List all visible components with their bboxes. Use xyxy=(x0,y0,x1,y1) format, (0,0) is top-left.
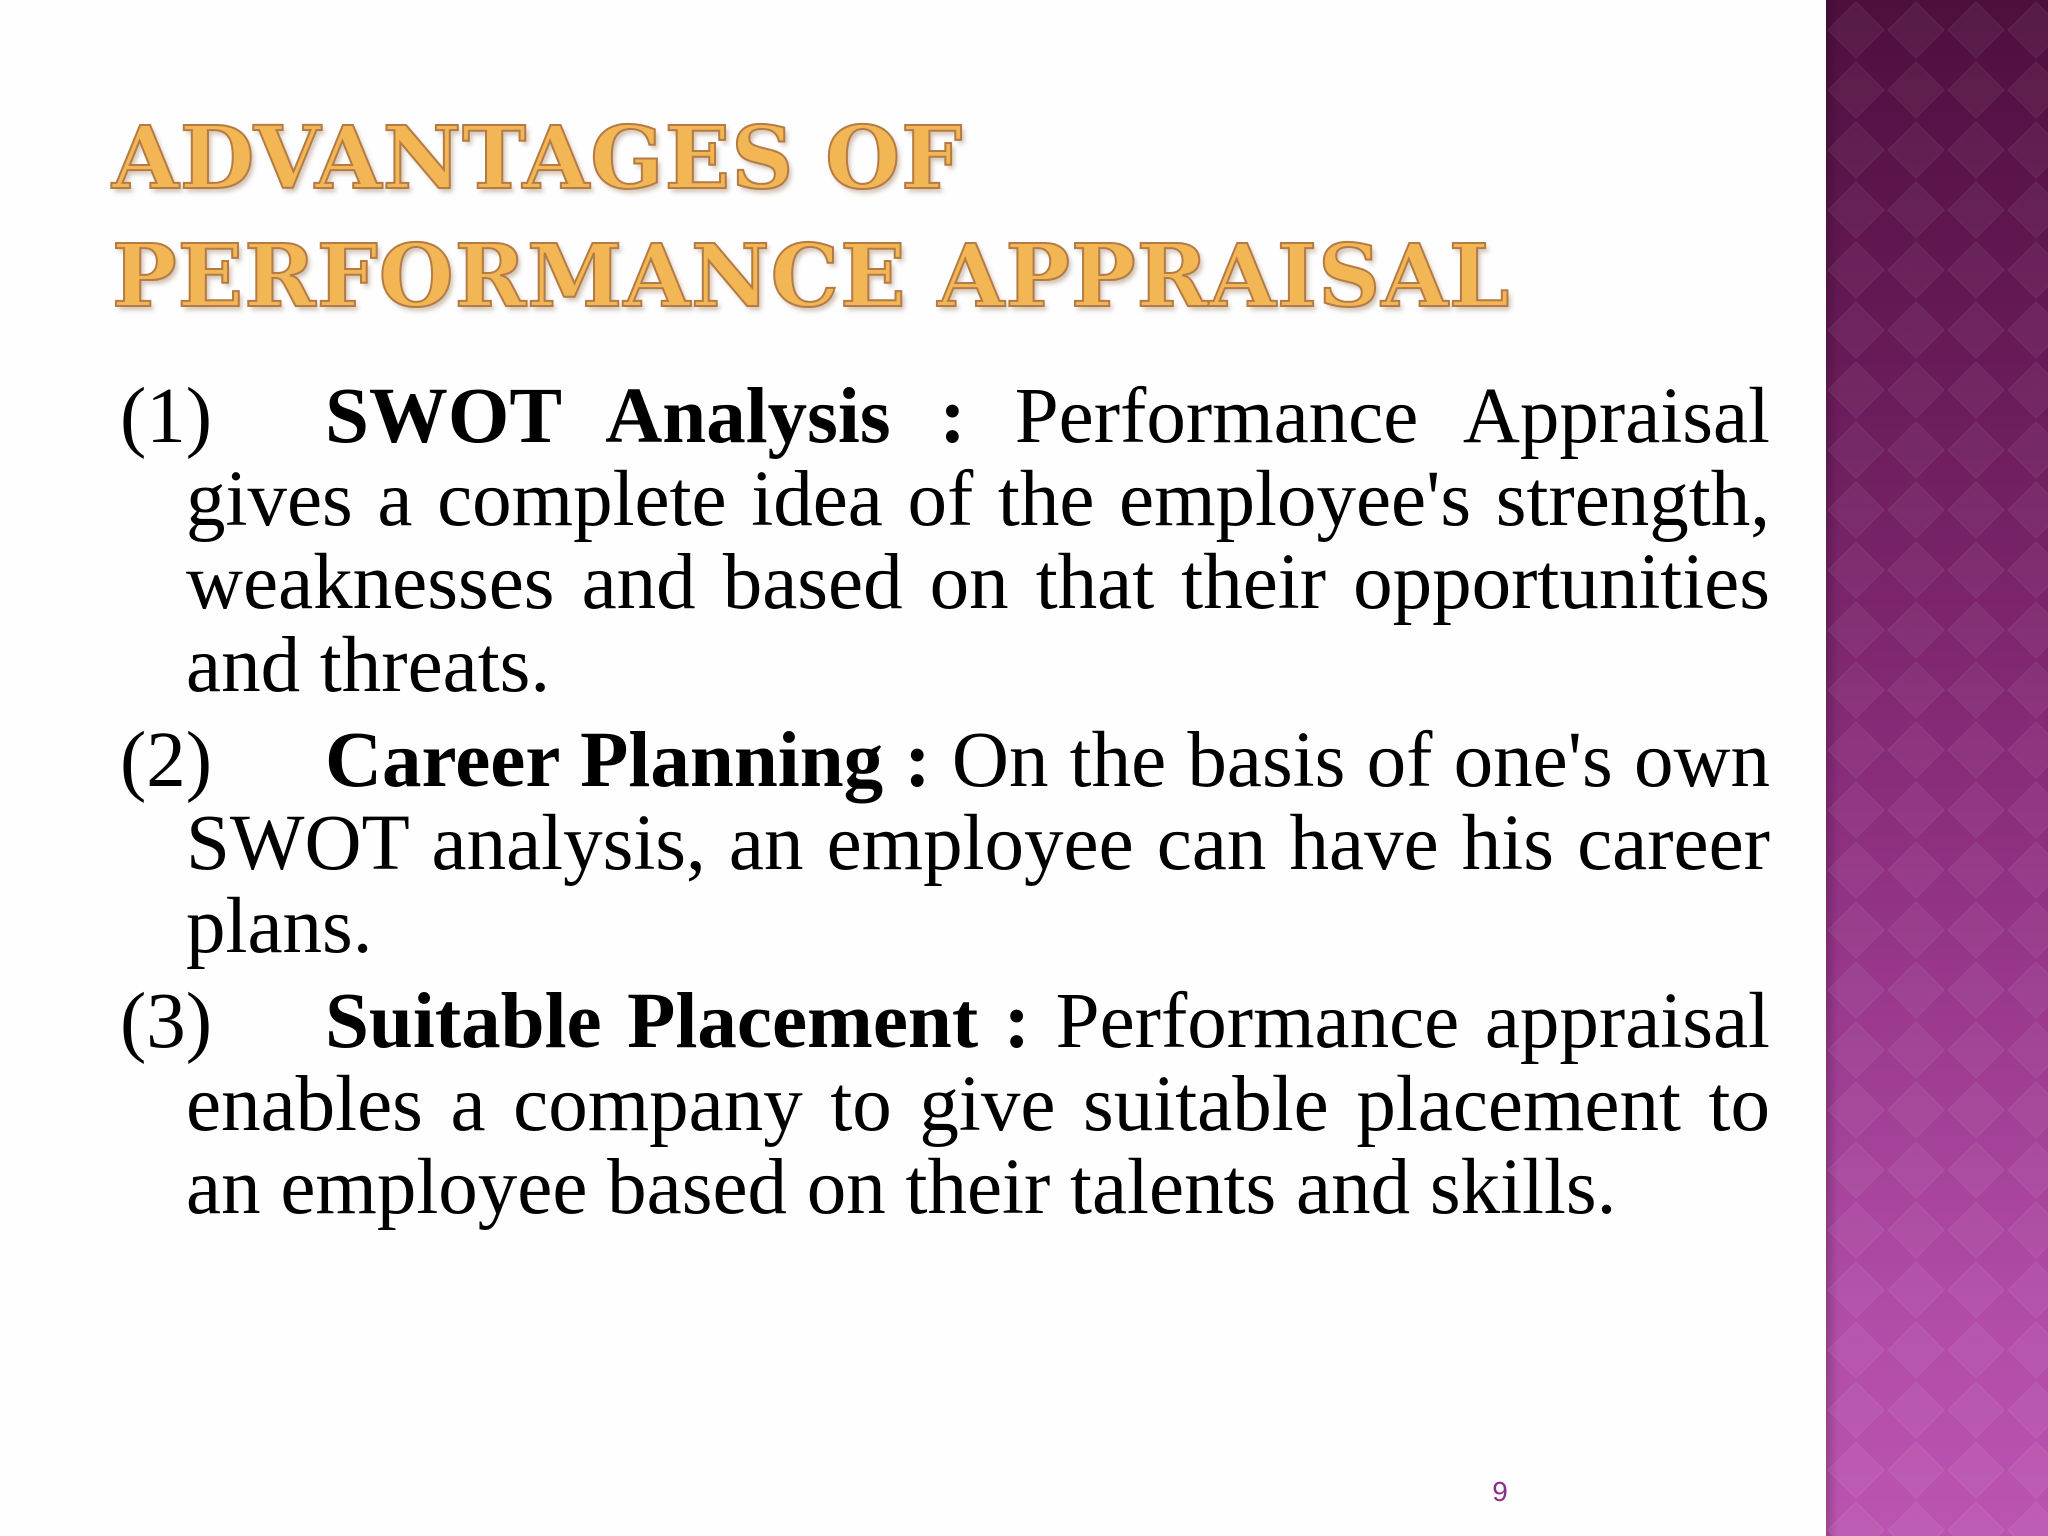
item-term: Suitable Placement : xyxy=(325,978,1031,1065)
item-term: SWOT Analysis : xyxy=(325,373,966,460)
item-number: (3) xyxy=(120,978,213,1065)
item-term: Career Planning : xyxy=(325,717,931,804)
title-line-1: ADVANTAGES OF xyxy=(112,108,964,209)
item-text: Performance Appraisal gives a complete idea of the employee's strength, weaknesses and based on that their opportunities and threats. xyxy=(186,373,1770,709)
title-line-2: PERFORMANCE APPRAISAL xyxy=(112,226,1511,327)
page-number: 9 xyxy=(1492,1476,1508,1507)
advantage-item-suitable-placement xyxy=(120,980,1770,1229)
item-text: On the basis of one's own SWOT analysis, an employee can have his career plans. xyxy=(186,717,1770,970)
diamond-pattern-decoration xyxy=(1826,0,2048,1536)
advantage-item-swot xyxy=(120,375,1770,707)
decorative-side-band xyxy=(1826,0,2048,1536)
slide-title xyxy=(112,100,1510,336)
item-number: (2) xyxy=(120,717,213,804)
slide-body xyxy=(120,375,1770,1241)
item-text: Performance appraisal enables a company to give suitable placement to an employee based on their talents and skills. xyxy=(186,978,1770,1231)
item-number: (1) xyxy=(120,373,213,460)
advantage-item-career-planning xyxy=(120,719,1770,968)
